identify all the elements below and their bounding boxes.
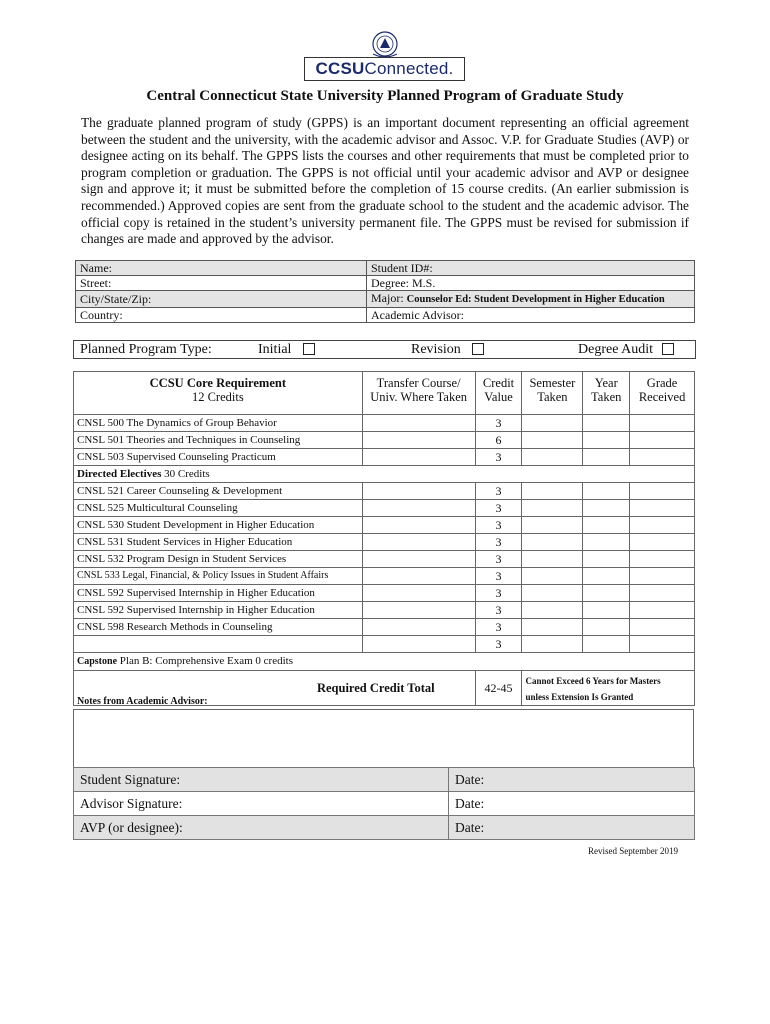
year-cell[interactable] bbox=[583, 432, 630, 449]
year-cell[interactable] bbox=[583, 483, 630, 500]
degree-field: Degree: M.S. bbox=[367, 276, 695, 291]
year-taken-header: Year Taken bbox=[583, 372, 630, 415]
directed-electives-row bbox=[74, 466, 695, 483]
table-row bbox=[74, 517, 695, 534]
table-row bbox=[74, 602, 695, 619]
course-name-blank[interactable] bbox=[74, 636, 363, 653]
year-cell[interactable] bbox=[583, 415, 630, 432]
course-name: CNSL 592 Supervised Internship in Higher Education bbox=[74, 585, 363, 602]
credit-cell: 3 bbox=[475, 636, 522, 653]
transfer-cell[interactable] bbox=[362, 500, 475, 517]
table-row bbox=[74, 432, 695, 449]
planned-program-type-row bbox=[73, 340, 696, 359]
street-field[interactable]: Street: bbox=[76, 276, 367, 291]
transfer-course-header: Transfer Course/ Univ. Where Taken bbox=[362, 372, 475, 415]
avp-signature-field[interactable]: AVP (or designee): bbox=[74, 816, 449, 840]
course-name: CNSL 532 Program Design in Student Services bbox=[74, 551, 363, 568]
intro-paragraph: The graduate planned program of study (GPPS) is an important document representing an official agreement between the student and the university, with the academic advisor and Assoc. V.P. for Graduate Studies (AVP) or designee acting on its behalf. The GPPS lists the courses and other requirements that must be completed prior to program completion or graduation. The GPPS is not official until your academic advisor and AVP or designee sign and approve it; it must be submitted before the completion of 15 course credits. (An earlier submission is recommended.) Approved copies are sent from the graduate school to the student and the academic advisor. The official copy is retained in the student’s university permanent file. The GPPS must be revised for submission if changes are made and approved by the advisor. bbox=[81, 115, 689, 247]
table-row bbox=[74, 534, 695, 551]
year-cell[interactable] bbox=[583, 585, 630, 602]
signature-row bbox=[74, 816, 695, 840]
signature-table bbox=[73, 767, 695, 840]
semester-cell[interactable] bbox=[522, 432, 583, 449]
initial-label: Initial bbox=[258, 342, 292, 357]
table-row bbox=[74, 500, 695, 517]
year-cell[interactable] bbox=[583, 551, 630, 568]
transfer-cell[interactable] bbox=[362, 534, 475, 551]
academic-advisor-field[interactable]: Academic Advisor: bbox=[367, 308, 695, 323]
table-row bbox=[74, 619, 695, 636]
credit-value-header: Credit Value bbox=[475, 372, 522, 415]
student-info-table bbox=[75, 260, 695, 323]
revision-label: Revision bbox=[411, 342, 461, 357]
transfer-cell[interactable] bbox=[362, 449, 475, 466]
core-requirement-header: CCSU Core Requirement 12 Credits bbox=[74, 372, 363, 415]
grade-cell[interactable] bbox=[630, 500, 695, 517]
table-row bbox=[74, 585, 695, 602]
directed-electives-heading: Directed Electives 30 Credits bbox=[74, 466, 695, 483]
grade-cell[interactable] bbox=[630, 568, 695, 585]
advisor-date-field[interactable]: Date: bbox=[449, 792, 695, 816]
transfer-cell[interactable] bbox=[362, 636, 475, 653]
semester-cell[interactable] bbox=[522, 415, 583, 432]
transfer-cell[interactable] bbox=[362, 619, 475, 636]
course-name: CNSL 500 The Dynamics of Group Behavior bbox=[74, 415, 363, 432]
ccsu-connected-logo bbox=[304, 30, 467, 82]
grade-cell[interactable] bbox=[630, 602, 695, 619]
table-row bbox=[74, 636, 695, 653]
student-signature-field[interactable]: Student Signature: bbox=[74, 768, 449, 792]
semester-cell[interactable] bbox=[522, 483, 583, 500]
credit-cell: 3 bbox=[475, 619, 522, 636]
course-name: CNSL 521 Career Counseling & Development bbox=[74, 483, 363, 500]
logo-text: CCSUConnected. bbox=[315, 59, 454, 78]
grade-cell[interactable] bbox=[630, 585, 695, 602]
semester-cell[interactable] bbox=[522, 449, 583, 466]
transfer-cell[interactable] bbox=[362, 585, 475, 602]
transfer-cell[interactable] bbox=[362, 551, 475, 568]
year-cell[interactable] bbox=[583, 449, 630, 466]
advisor-notes-box[interactable] bbox=[73, 709, 694, 769]
signature-row bbox=[74, 792, 695, 816]
semester-cell[interactable] bbox=[522, 551, 583, 568]
credit-cell: 3 bbox=[475, 551, 522, 568]
credit-cell: 3 bbox=[475, 483, 522, 500]
transfer-cell[interactable] bbox=[362, 517, 475, 534]
course-requirements-table bbox=[73, 371, 695, 706]
course-name: CNSL 530 Student Development in Higher Education bbox=[74, 517, 363, 534]
grade-cell[interactable] bbox=[630, 517, 695, 534]
semester-cell[interactable] bbox=[522, 636, 583, 653]
year-cell[interactable] bbox=[583, 500, 630, 517]
credit-cell: 3 bbox=[475, 602, 522, 619]
revision-checkbox[interactable] bbox=[472, 343, 484, 355]
country-field[interactable]: Country: bbox=[76, 308, 367, 323]
city-state-zip-field[interactable]: City/State/Zip: bbox=[76, 291, 367, 308]
semester-cell[interactable] bbox=[522, 568, 583, 585]
grade-cell[interactable] bbox=[630, 432, 695, 449]
credit-cell: 3 bbox=[475, 517, 522, 534]
credit-cell: 3 bbox=[475, 534, 522, 551]
semester-cell[interactable] bbox=[522, 517, 583, 534]
course-name: CNSL 598 Research Methods in Counseling bbox=[74, 619, 363, 636]
course-name: CNSL 503 Supervised Counseling Practicum bbox=[74, 449, 363, 466]
name-field[interactable]: Name: bbox=[76, 261, 367, 276]
year-cell[interactable] bbox=[583, 602, 630, 619]
revision-date: Revised September 2019 bbox=[588, 846, 678, 856]
grade-cell[interactable] bbox=[630, 449, 695, 466]
credit-cell: 3 bbox=[475, 500, 522, 517]
transfer-cell[interactable] bbox=[362, 432, 475, 449]
table-row bbox=[74, 415, 695, 432]
semester-cell[interactable] bbox=[522, 534, 583, 551]
credit-cell: 6 bbox=[475, 432, 522, 449]
credit-cell: 3 bbox=[475, 449, 522, 466]
grade-cell[interactable] bbox=[630, 551, 695, 568]
major-field: Major: Counselor Ed: Student Development in Higher Education bbox=[367, 291, 695, 308]
year-cell[interactable] bbox=[583, 517, 630, 534]
time-limit-warning: Cannot Exceed 6 Years for Masters unless Extension Is Granted bbox=[522, 671, 695, 706]
degree-audit-checkbox[interactable] bbox=[662, 343, 674, 355]
grade-cell[interactable] bbox=[630, 636, 695, 653]
grade-cell[interactable] bbox=[630, 483, 695, 500]
course-name: CNSL 592 Supervised Internship in Higher Education bbox=[74, 602, 363, 619]
credit-cell: 3 bbox=[475, 585, 522, 602]
transfer-cell[interactable] bbox=[362, 568, 475, 585]
course-name: CNSL 531 Student Services in Higher Education bbox=[74, 534, 363, 551]
credit-cell: 3 bbox=[475, 415, 522, 432]
page-title: Central Connecticut State University Planned Program of Graduate Study bbox=[146, 88, 624, 104]
course-name: CNSL 525 Multicultural Counseling bbox=[74, 500, 363, 517]
capstone-row bbox=[74, 653, 695, 671]
university-seal-icon bbox=[368, 30, 402, 60]
table-row bbox=[74, 551, 695, 568]
transfer-cell[interactable] bbox=[362, 483, 475, 500]
student-id-field[interactable]: Student ID#: bbox=[367, 261, 695, 276]
table-row bbox=[74, 483, 695, 500]
grade-received-header: Grade Received bbox=[630, 372, 695, 415]
semester-cell[interactable] bbox=[522, 619, 583, 636]
course-name: CNSL 501 Theories and Techniques in Counseling bbox=[74, 432, 363, 449]
required-credit-total-value: 42-45 bbox=[475, 671, 522, 706]
avp-date-field[interactable]: Date: bbox=[449, 816, 695, 840]
capstone-cell: Capstone Plan B: Comprehensive Exam 0 credits bbox=[74, 653, 695, 671]
table-row bbox=[74, 449, 695, 466]
semester-cell[interactable] bbox=[522, 602, 583, 619]
semester-taken-header: Semester Taken bbox=[522, 372, 583, 415]
table-row bbox=[74, 568, 695, 585]
course-name: CNSL 533 Legal, Financial, & Policy Issues in Student Affairs bbox=[74, 568, 363, 585]
semester-cell[interactable] bbox=[522, 585, 583, 602]
student-date-field[interactable]: Date: bbox=[449, 768, 695, 792]
semester-cell[interactable] bbox=[522, 500, 583, 517]
degree-audit-label: Degree Audit bbox=[578, 342, 654, 357]
year-cell[interactable] bbox=[583, 636, 630, 653]
initial-checkbox[interactable] bbox=[303, 343, 315, 355]
grade-cell[interactable] bbox=[630, 415, 695, 432]
signature-row bbox=[74, 768, 695, 792]
credit-cell: 3 bbox=[475, 568, 522, 585]
planned-program-type-label: Planned Program Type: bbox=[80, 342, 212, 357]
transfer-cell[interactable] bbox=[362, 602, 475, 619]
year-cell[interactable] bbox=[583, 619, 630, 636]
year-cell[interactable] bbox=[583, 534, 630, 551]
grade-cell[interactable] bbox=[630, 534, 695, 551]
advisor-signature-field[interactable]: Advisor Signature: bbox=[74, 792, 449, 816]
required-credit-total-label: Required Credit Total bbox=[74, 671, 476, 706]
transfer-cell[interactable] bbox=[362, 415, 475, 432]
year-cell[interactable] bbox=[583, 568, 630, 585]
grade-cell[interactable] bbox=[630, 619, 695, 636]
notes-label: Notes from Academic Advisor: bbox=[77, 696, 208, 707]
